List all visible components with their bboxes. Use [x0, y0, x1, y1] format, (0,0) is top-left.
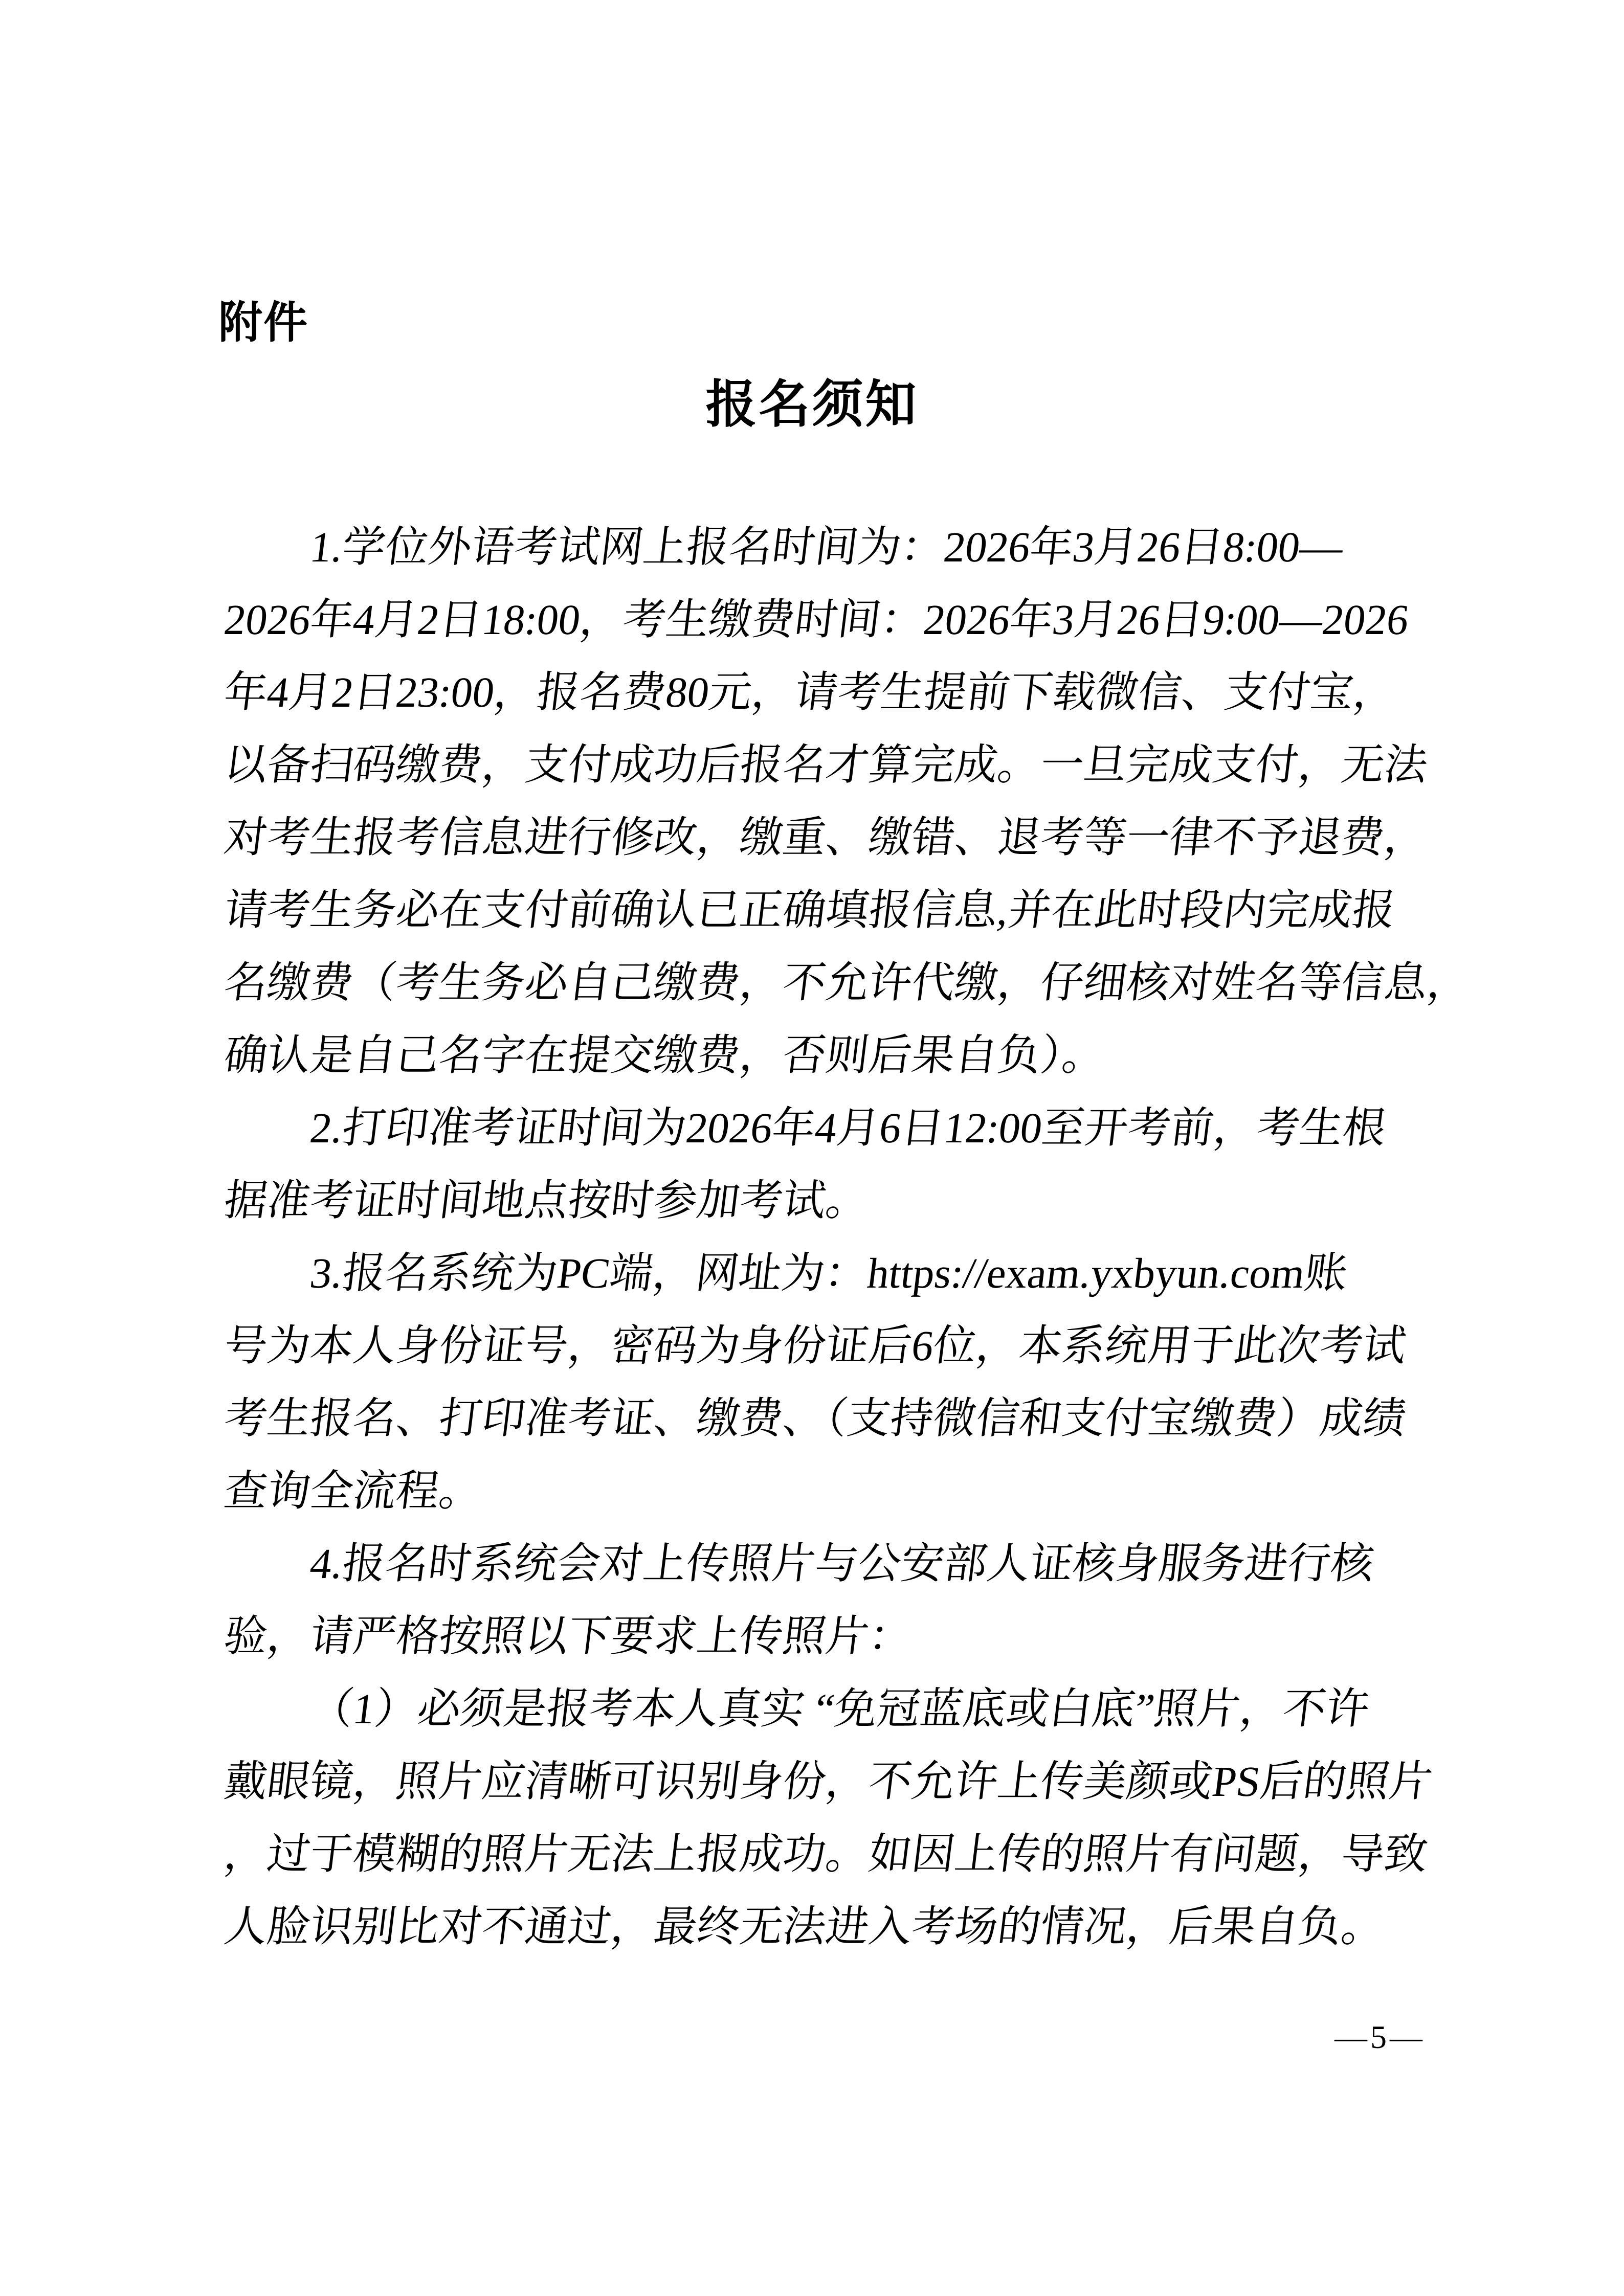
- attachment-label: 附件: [218, 298, 308, 347]
- body-line: 据准考证时间地点按时参加考试。: [221, 1177, 872, 1225]
- body-line: 2026年4月2日18:00，考生缴费时间：2026年3月26日9:00—2026: [221, 596, 1412, 644]
- body-line: 考生报名、打印准考证、缴费、（支持微信和支付宝缴费）成绩: [221, 1395, 1409, 1443]
- body-line: 请考生务必在支付前确认已正确填报信息,并在此时段内完成报: [221, 887, 1398, 934]
- body-line: 1.学位外语考试网上报名时间为：2026年3月26日8:00—: [307, 524, 1346, 571]
- body-line: 验，请严格按照以下要求上传照片：: [221, 1613, 915, 1660]
- page-number: —5—: [1334, 2019, 1426, 2055]
- body-line: 人脸识别比对不通过，最终无法进入考场的情况，后果自负。: [221, 1903, 1388, 1951]
- body-line: 号为本人身份证号，密码为身份证后6位，本系统用于此次考试: [221, 1322, 1409, 1370]
- body-line: 2.打印准考证时间为2026年4月6日12:00至开考前，考生根: [307, 1105, 1389, 1152]
- body-line: 查询全流程。: [221, 1468, 485, 1515]
- body-line: 戴眼镜，照片应清晰可识别身份，不允许上传美颜或PS后的照片: [221, 1758, 1435, 1806]
- body-line: 确认是自己名字在提交缴费，否则后果自负）。: [221, 1032, 1108, 1079]
- body-line: （1）必须是报考本人真实 “免冠蓝底或白底”照片，不许: [307, 1685, 1372, 1733]
- body-line: 名缴费（考生务必自己缴费，不允许代缴，仔细核对姓名等信息，: [221, 959, 1474, 1007]
- body-line: 对考生报考信息进行修改，缴重、缴错、退考等一律不予退费，: [221, 814, 1431, 862]
- body-line: 3.报名系统为PC端，网址为：https://exam.yxbyun.com账: [307, 1250, 1351, 1297]
- page-title: 报名须知: [705, 376, 919, 433]
- body-line: ，过于模糊的照片无法上报成功。如因上传的照片有问题，导致: [221, 1831, 1431, 1878]
- document-body: [220, 511, 1474, 1964]
- body-line: 4.报名时系统会对上传照片与公安部人证核身服务进行核: [307, 1540, 1377, 1588]
- body-line: 年4月2日23:00，报名费80元，请考生提前下载微信、支付宝，: [221, 669, 1399, 716]
- body-line: 以备扫码缴费，支付成功后报名才算完成。一旦完成支付，无法: [221, 741, 1431, 789]
